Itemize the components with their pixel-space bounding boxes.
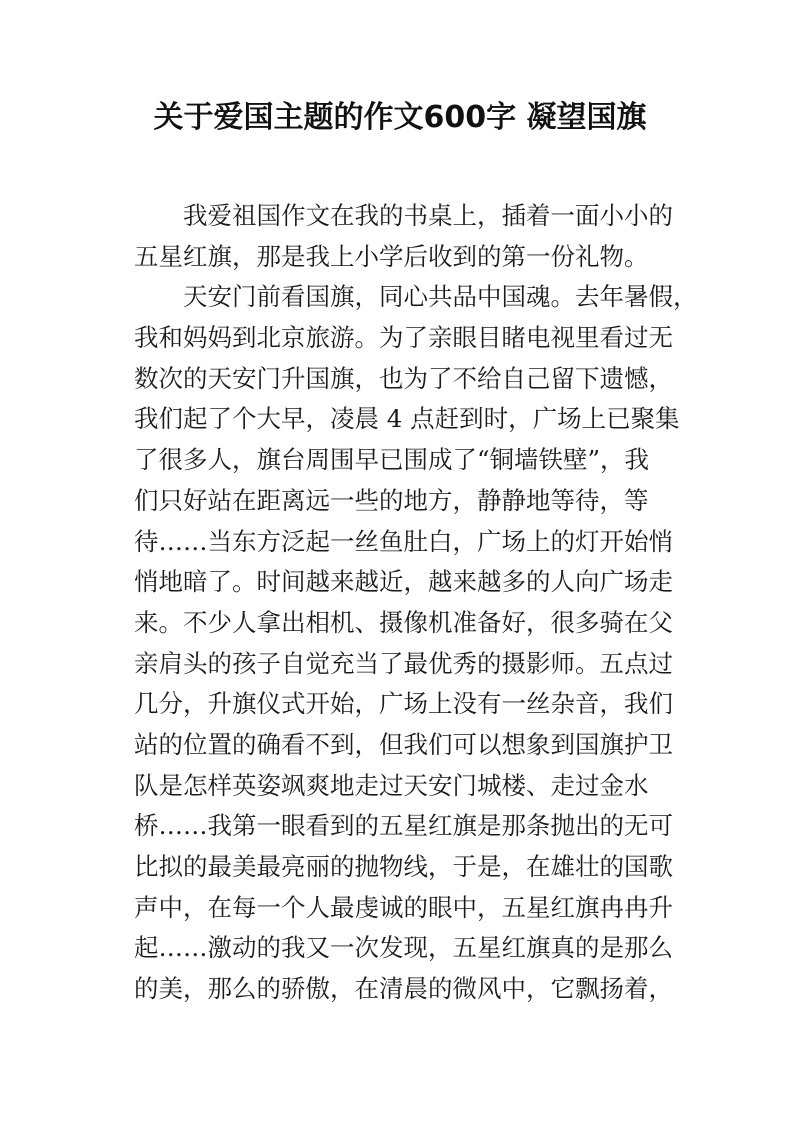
essay-body	[134, 196, 698, 1010]
text-line: 亲肩头的孩子自觉充当了最优秀的摄影师。五点过	[134, 648, 673, 678]
text-line: 队是怎样英姿飒爽地走过天安门城楼、走过金水	[134, 770, 649, 800]
text-line: 比拟的最美最亮丽的抛物线，于是，在雄壮的国歌	[134, 852, 673, 881]
text-line: 数次的天安门升国旗，也为了不给自己留下遗憾，	[134, 363, 673, 393]
text-line: 声中，在每一个人最虔诚的眼中，五星红旗冉冉升	[134, 892, 673, 922]
text-line: 悄地暗了。时间越来越近，越来越多的人向广场走	[134, 567, 673, 597]
text-line: 的美，那么的骄傲，在清晨的微风中，它飘扬着，	[134, 974, 673, 1004]
text-line: 站的位置的确看不到，但我们可以想象到国旗护卫	[134, 729, 673, 759]
text-line: 我爱祖国作文在我的书桌上，插着一面小小的	[183, 201, 673, 230]
text-line: 们只好站在距离远一些的地方，静静地等待，等	[134, 485, 649, 515]
document-title: 关于爱国主题的作文600字 凝望国旗	[153, 100, 647, 135]
text-line: 我和妈妈到北京旅游。为了亲眼目睹电视里看过无	[134, 323, 673, 353]
text-line: 桥……我第一眼看到的五星红旗是那条抛出的无可	[134, 811, 673, 841]
text-line: 几分，升旗仪式开始，广场上没有一丝杂音，我们	[134, 689, 673, 719]
text-line: 了很多人，旗台周围早已围成了“铜墙铁壁”，我	[134, 445, 650, 475]
text-line: 天安门前看国旗，同心共品中国魂。去年暑假，	[183, 282, 698, 312]
text-line: 来。不少人拿出相机、摄像机准备好，很多骑在父	[134, 607, 673, 637]
text-line: 我们起了个大早，凌晨 4 点赶到时，广场上已聚集	[134, 404, 680, 434]
text-line: 起……激动的我又一次发现，五星红旗真的是那么	[134, 933, 673, 963]
text-line: 五星红旗，那是我上小学后收到的第一份礼物。	[134, 241, 649, 271]
text-line: 待……当东方泛起一丝鱼肚白，广场上的灯开始悄	[134, 526, 673, 556]
